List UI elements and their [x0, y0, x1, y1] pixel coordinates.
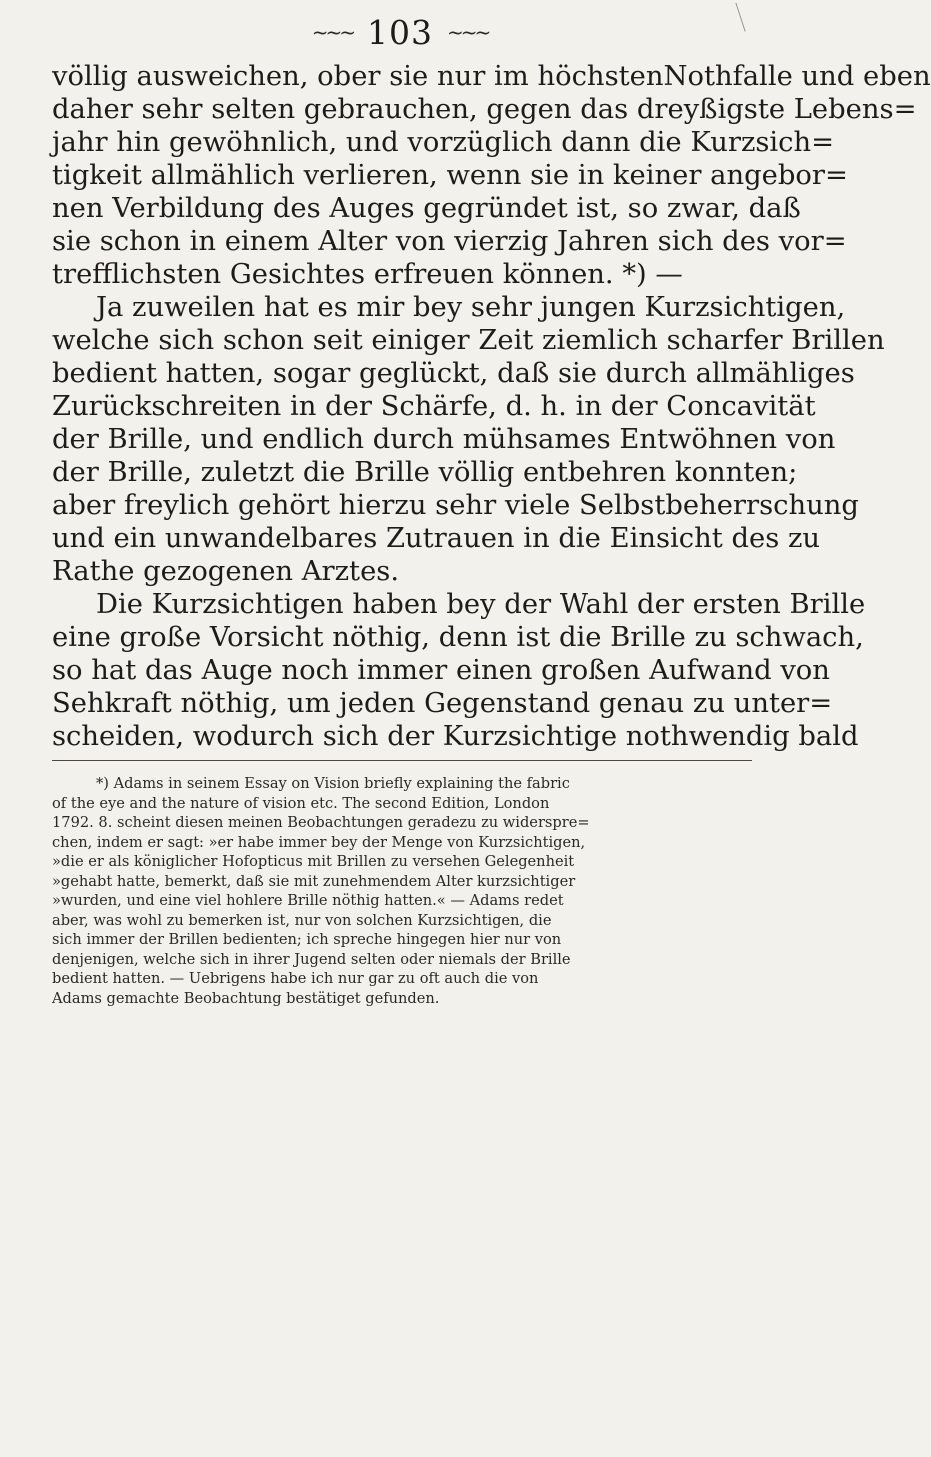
paragraph-start-line: Die Kurzsichtigen haben bey der Wahl der ersten Brille [96, 589, 866, 620]
footnote-line: bedient hatten. — Uebrigens habe ich nur gar zu oft auch die von [52, 970, 539, 987]
footnote-line: aber, was wohl zu bemerken ist, nur von solchen Kurzsichtigen, die [52, 911, 552, 929]
text-line: nen Verbildung des Auges gegründet ist, so zwar, daß [52, 193, 801, 224]
text-line: aber freylich gehört hierzu sehr viele Selbstbeherrschung [52, 490, 859, 521]
header-ornament-right: ~~~ [447, 20, 489, 44]
footnote [52, 774, 752, 1008]
footnote-line: *) Adams in seinem Essay on Vision briefly explaining the fabric [96, 775, 570, 792]
paragraph-start-line: Ja zuweilen hat es mir bey sehr jungen Kurzsichtigen, [96, 292, 846, 323]
footnote-line: »gehabt hatte, bemerkt, daß sie mit zunehmendem Alter kurzsichtiger [52, 872, 576, 890]
text-line: tigkeit allmählich verlieren, wenn sie in keiner angebor= [52, 160, 848, 191]
footnote-line: denjenigen, welche sich in ihrer Jugend selten oder niemals der Brille [52, 950, 571, 968]
footnote-line: »wurden, und eine viel hohlere Brille nöthig hatten.« — Adams redet [52, 892, 564, 909]
footnote-divider [52, 760, 752, 761]
text-line: welche sich schon seit einiger Zeit ziemlich scharfer Brillen [52, 325, 885, 356]
footnote-line: Adams gemachte Beobachtung bestätiget gefunden. [52, 989, 440, 1007]
text-line: völlig ausweichen, ober sie nur im höchstenNothfalle und eben [52, 61, 931, 92]
text-line: trefflichsten Gesichtes erfreuen können. *) — [52, 259, 683, 290]
footnote-line: »die er als königlicher Hofopticus mit Brillen zu versehen Gelegenheit [52, 853, 575, 870]
text-line: der Brille, und endlich durch mühsames Entwöhnen von [52, 424, 836, 455]
header-ornament-left: ~~~ [311, 20, 353, 44]
text-line: Sehkraft nöthig, um jeden Gegenstand genau zu unter= [52, 688, 833, 719]
main-text [52, 60, 931, 753]
text-line: so hat das Auge noch immer einen großen Aufwand von [52, 655, 830, 686]
page-number: 103 [367, 12, 433, 52]
text-line: der Brille, zuletzt die Brille völlig entbehren konnten; [52, 457, 798, 488]
page-header [0, 8, 800, 56]
text-line: scheiden, wodurch sich der Kurzsichtige nothwendig bald [52, 721, 859, 752]
text-line: und ein unwandelbares Zutrauen in die Einsicht des zu [52, 523, 821, 554]
footnote-line: chen, indem er sagt: »er habe immer bey der Menge von Kurzsichtigen, [52, 833, 586, 851]
text-line: eine große Vorsicht nöthig, denn ist die Brille zu schwach, [52, 622, 864, 653]
footnote-line: sich immer der Brillen bedienten; ich spreche hingegen hier nur von [52, 931, 562, 948]
text-line: bedient hatten, sogar geglückt, daß sie durch allmähliges [52, 358, 855, 389]
text-line: Rathe gezogenen Arztes. [52, 556, 400, 587]
footnote-line: of the eye and the nature of vision etc. The second Edition, London [52, 794, 550, 812]
text-line: jahr hin gewöhnlich, und vorzüglich dann die Kurzsich= [52, 127, 835, 158]
footnote-line: 1792. 8. scheint diesen meinen Beobachtungen geradezu zu widerspre= [52, 814, 590, 831]
text-line: sie schon in einem Alter von vierzig Jahren sich des vor= [52, 226, 847, 257]
text-line: Zurückschreiten in der Schärfe, d. h. in der Concavität [52, 391, 816, 422]
text-line: daher sehr selten gebrauchen, gegen das dreyßigste Lebens= [52, 94, 917, 125]
